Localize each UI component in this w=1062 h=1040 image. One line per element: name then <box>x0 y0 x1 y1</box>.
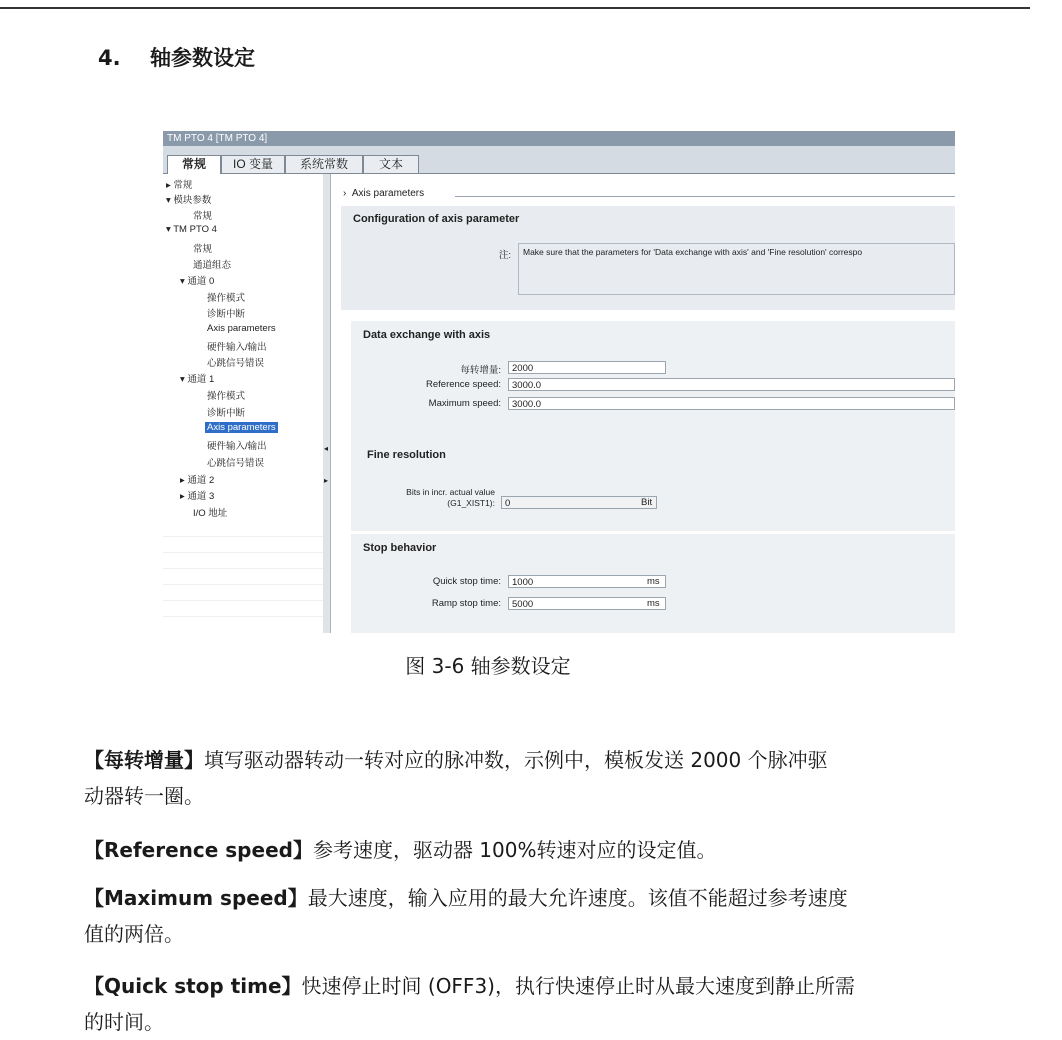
bits-label: Bits in incr. actual value <box>406 487 495 497</box>
tab-general[interactable]: 常规 <box>167 155 221 174</box>
stop-behavior-section <box>351 534 955 633</box>
note-box: Make sure that the parameters for 'Data exchange with axis' and 'Fine resolution' correspo <box>518 243 955 295</box>
splitter-handle[interactable] <box>323 174 331 633</box>
paragraph-text: 最大速度，输入应用的最大允许速度。该值不能超过参考速度 <box>307 886 848 910</box>
data-exchange-section <box>351 321 955 441</box>
expand-down-icon: ▾ <box>180 276 188 287</box>
row-divider <box>163 616 323 617</box>
chevron-right-icon: › <box>343 188 352 199</box>
reference-speed-input[interactable]: 3000.0 <box>508 378 955 391</box>
window-title: TM PTO 4 [TM PTO 4] <box>163 131 955 146</box>
fine-resolution-title: Fine resolution <box>367 449 446 461</box>
maximum-speed-label: Maximum speed: <box>428 398 501 409</box>
row-divider <box>163 568 323 569</box>
expand-right-icon: ▸ <box>166 180 174 191</box>
increment-input[interactable]: 2000 <box>508 361 666 374</box>
heading-title: 轴参数设定 <box>150 46 255 70</box>
fine-resolution-section <box>351 441 955 531</box>
tree-item[interactable]: ▸ 常规 <box>166 180 193 191</box>
config-section <box>341 206 955 310</box>
tree-item[interactable]: 诊断中断 <box>207 309 246 320</box>
section-heading <box>98 42 255 72</box>
tree-item[interactable]: 操作模式 <box>207 391 246 402</box>
paragraph <box>84 832 1024 868</box>
paragraph-term: 【Maximum speed】 <box>84 886 308 910</box>
tree-item[interactable]: ▸ 通道 2 <box>180 475 215 486</box>
tree-item[interactable]: 硬件输入/输出 <box>207 342 267 353</box>
tree-item[interactable]: ▾ TM PTO 4 <box>166 224 217 235</box>
expand-right-icon: ▸ <box>324 476 329 485</box>
row-divider <box>163 536 323 537</box>
collapse-left-icon: ◂ <box>324 444 329 453</box>
navigation-tree <box>163 174 324 633</box>
row-divider <box>163 584 323 585</box>
expand-right-icon: ▸ <box>180 475 188 486</box>
tab-bar <box>163 146 955 174</box>
figure-caption: 图 3-6 轴参数设定 <box>405 654 571 678</box>
paragraph-text: 动器转一圈。 <box>84 784 204 808</box>
paragraph-text: 填写驱动器转动一转对应的脉冲数，示例中，模板发送 2000 个脉冲驱 <box>204 748 828 772</box>
paragraph-text: 参考速度，驱动器 100%转速对应的设定值。 <box>312 838 717 862</box>
breadcrumb: › Axis parameters <box>343 188 425 199</box>
stop-behavior-title: Stop behavior <box>363 542 437 554</box>
paragraph <box>84 742 1024 814</box>
tab-io-variables[interactable]: IO 变量 <box>221 155 285 173</box>
config-title: Configuration of axis parameter <box>353 213 520 225</box>
ramp-stop-unit: ms <box>647 598 660 609</box>
tree-item[interactable]: ▾ 通道 0 <box>180 276 215 287</box>
software-screenshot <box>163 131 955 633</box>
row-divider <box>163 600 323 601</box>
tree-item[interactable]: 心跳信号错误 <box>207 458 265 469</box>
tree-item[interactable]: 通道组态 <box>193 260 232 271</box>
bits-value-field: 0 <box>501 496 657 509</box>
tree-item-selected[interactable]: Axis parameters <box>207 422 276 433</box>
data-exchange-title: Data exchange with axis <box>363 329 491 341</box>
expand-right-icon: ▸ <box>180 491 188 502</box>
tab-system-constants[interactable]: 系统常数 <box>285 155 363 173</box>
paragraph-term: 【每转增量】 <box>84 748 204 772</box>
quick-stop-label: Quick stop time: <box>432 576 501 587</box>
top-rule <box>0 7 1030 9</box>
note-label: 注: <box>498 250 511 261</box>
tree-item[interactable]: 常规 <box>193 211 213 222</box>
paragraph-text: 值的两倍。 <box>84 922 184 946</box>
reference-speed-label: Reference speed: <box>426 379 501 390</box>
paragraph-term: 【Quick stop time】 <box>84 974 302 998</box>
paragraph-text: 的时间。 <box>84 1010 164 1034</box>
ramp-stop-input[interactable]: 5000 <box>508 597 666 610</box>
increment-label: 每转增量: <box>460 365 501 376</box>
paragraph-text: 快速停止时间 (OFF3)，执行快速停止时从最大速度到静止所需 <box>301 974 855 998</box>
tree-item[interactable]: 心跳信号错误 <box>207 358 265 369</box>
quick-stop-unit: ms <box>647 576 660 587</box>
quick-stop-input[interactable]: 1000 <box>508 575 666 588</box>
paragraph-term: 【Reference speed】 <box>84 838 313 862</box>
paragraph <box>84 968 1024 1040</box>
maximum-speed-input[interactable]: 3000.0 <box>508 397 955 410</box>
row-divider <box>163 552 323 553</box>
tree-item[interactable]: ▾ 模块参数 <box>166 195 212 206</box>
tree-item[interactable]: 硬件输入/输出 <box>207 441 267 452</box>
tree-item[interactable]: 诊断中断 <box>207 408 246 419</box>
tree-item[interactable]: 操作模式 <box>207 293 246 304</box>
tree-item[interactable]: ▾ 通道 1 <box>180 374 215 385</box>
parameter-panel <box>331 174 955 633</box>
tree-item[interactable]: 常规 <box>193 244 213 255</box>
bits-label-sub: (G1_XIST1): <box>447 498 495 508</box>
paragraph <box>84 880 1024 952</box>
ramp-stop-label: Ramp stop time: <box>431 598 501 609</box>
bits-unit: Bit <box>641 497 653 508</box>
expand-down-icon: ▾ <box>166 224 174 235</box>
tree-item[interactable]: Axis parameters <box>207 323 276 334</box>
divider <box>455 196 955 197</box>
tree-item[interactable]: ▸ 通道 3 <box>180 491 215 502</box>
expand-down-icon: ▾ <box>166 195 174 206</box>
expand-down-icon: ▾ <box>180 374 188 385</box>
tree-item[interactable]: I/O 地址 <box>193 508 228 519</box>
tab-texts[interactable]: 文本 <box>363 155 419 173</box>
heading-number: 4. <box>98 46 121 70</box>
